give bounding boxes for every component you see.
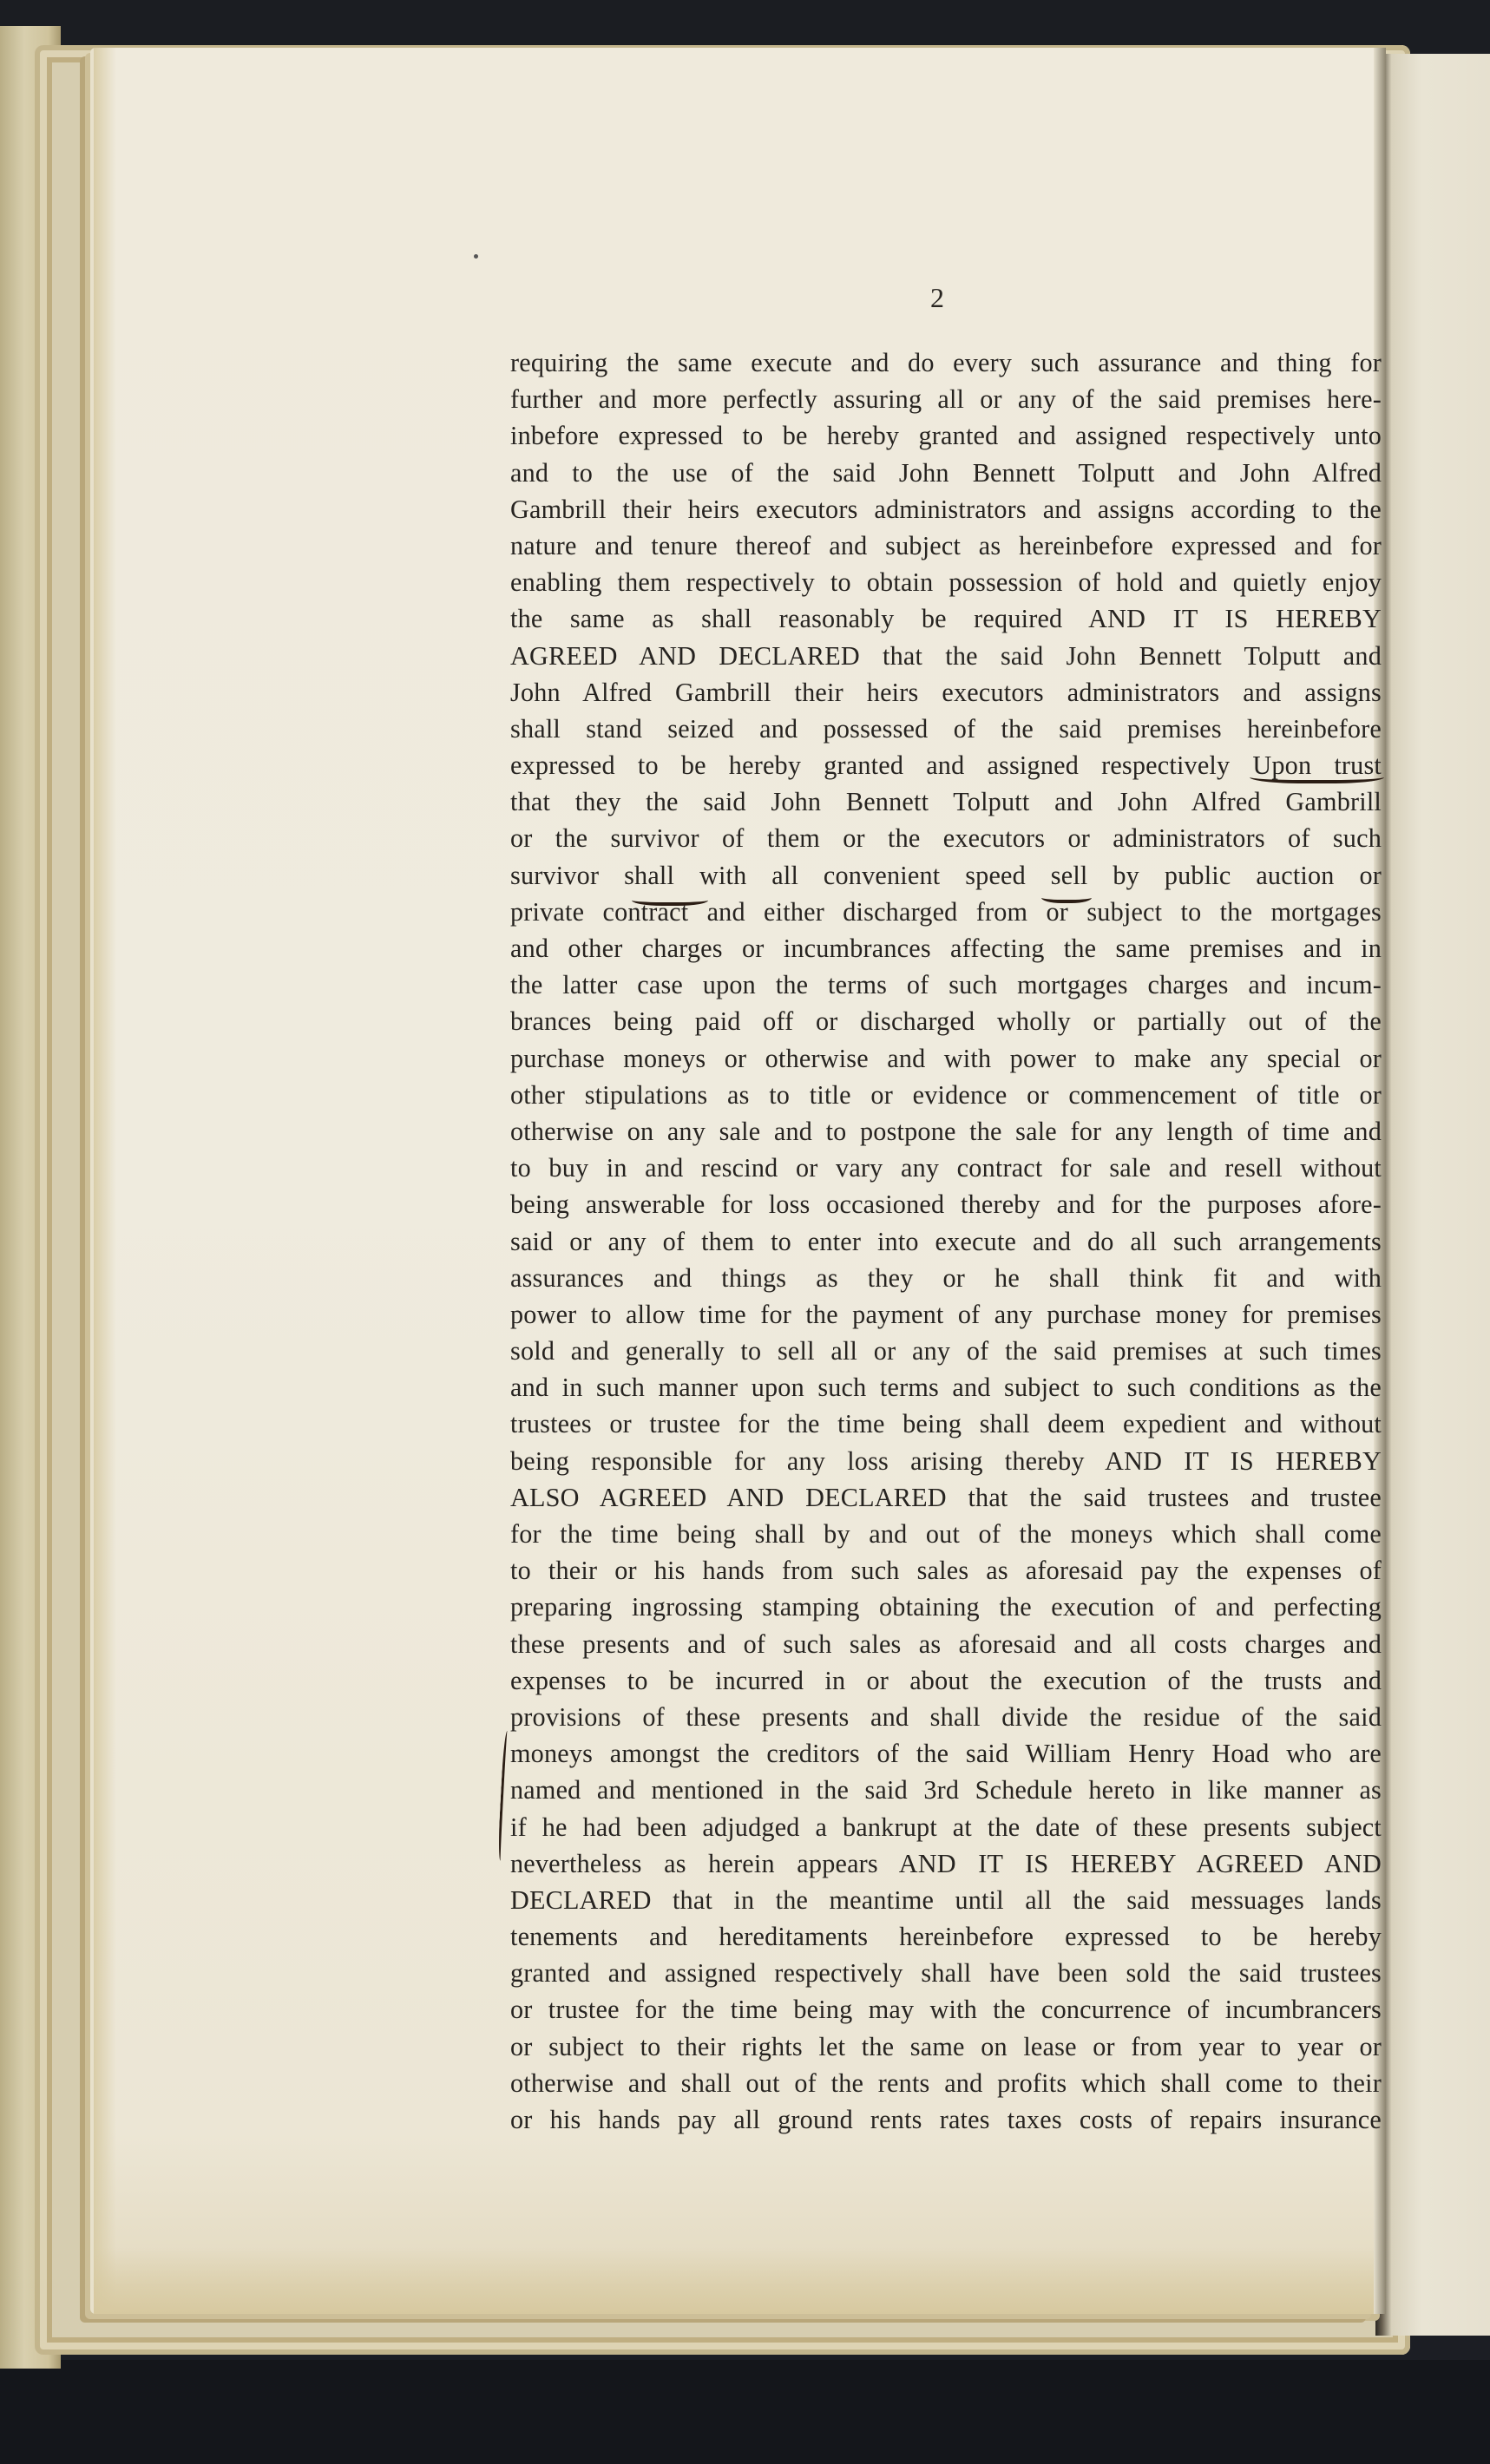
deed-text <box>510 344 1382 2140</box>
text-line: for the time being shall by and out of the moneys which shall come <box>510 1519 1382 1549</box>
text-line: or trustee for the time being may with the concurrence of incumbrancers <box>510 1995 1382 2025</box>
text-line: that they the said John Bennett Tolputt and John Alfred Gambrill <box>510 787 1382 817</box>
text-line: tenements and hereditaments hereinbefore expressed to be hereby <box>510 1922 1382 1952</box>
page-foxing-bottom <box>94 2247 1380 2314</box>
text-line: survivor shall with all convenient speed sell by public auction or <box>510 860 1382 890</box>
text-line: if he had been adjudged a bankrupt at the date of these presents subject <box>510 1812 1382 1842</box>
text-line: AGREED AND DECLARED that the said John Bennett Tolputt and <box>510 640 1382 671</box>
text-line: nature and tenure thereof and subject as hereinbefore expressed and for <box>510 530 1382 560</box>
text-line: expenses to be incurred in or about the execution of the trusts and <box>510 1665 1382 1695</box>
text-line: brances being paid off or discharged wholly or partially out of the <box>510 1006 1382 1037</box>
binding-bottom <box>0 2360 1490 2464</box>
page-number: 2 <box>930 282 944 313</box>
text-line: enabling them respectively to obtain possession of hold and quietly enjoy <box>510 567 1382 598</box>
text-line: named and mentioned in the said 3rd Schedule hereto in like manner as <box>510 1775 1382 1805</box>
text-line: preparing ingrossing stamping obtaining the execution of and perfecting <box>510 1592 1382 1622</box>
text-line: being answerable for loss occasioned thereby and for the purposes afore- <box>510 1189 1382 1220</box>
ink-underline-shall <box>632 892 708 906</box>
ink-underline-upon-trust <box>1250 768 1384 783</box>
text-line: to their or his hands from such sales as aforesaid pay the expenses of <box>510 1556 1382 1586</box>
text-line: ALSO AGREED AND DECLARED that the said trustees and trustee <box>510 1482 1382 1512</box>
text-line: and to the use of the said John Bennett Tolputt and John Alfred <box>510 457 1382 488</box>
text-line: or the survivor of them or the executors or administrators of such <box>510 823 1382 854</box>
text-line: inbefore expressed to be hereby granted and assigned respectively unto <box>510 421 1382 451</box>
text-line: shall stand seized and possessed of the said premises hereinbefore <box>510 713 1382 744</box>
facing-page <box>1375 54 1490 2336</box>
text-line: power to allow time for the payment of any purchase money for premises <box>510 1299 1382 1329</box>
text-line: or subject to their rights let the same on lease or from year to year or <box>510 2031 1382 2061</box>
text-line: these presents and of such sales as aforesaid and all costs charges and <box>510 1628 1382 1659</box>
text-line: requiring the same execute and do every such assurance and thing for <box>510 348 1382 377</box>
text-line: John Alfred Gambrill their heirs executors administrators and assigns <box>510 677 1382 707</box>
text-line: private contract and either discharged from or subject to the mortgages <box>510 896 1382 927</box>
text-line: granted and assigned respectively shall have been sold the said trustees <box>510 1958 1382 1989</box>
text-line: trustees or trustee for the time being shall deem expedient and without <box>510 1409 1382 1439</box>
text-line: sold and generally to sell all or any of the said premises at such times <box>510 1336 1382 1366</box>
text-line: nevertheless as herein appears AND IT IS HEREBY AGREED AND <box>510 1848 1382 1878</box>
text-line: otherwise on any sale and to postpone the sale for any length of time and <box>510 1116 1382 1146</box>
text-line: other stipulations as to title or evidence or commencement of title or <box>510 1079 1382 1110</box>
text-line: said or any of them to enter into execute and do all such arrangements <box>510 1226 1382 1256</box>
text-line: and other charges or incumbrances affecting the same premises and in <box>510 934 1382 963</box>
text-line: DECLARED that in the meantime until all the said messuages lands <box>510 1884 1382 1915</box>
ink-underline-sell <box>1041 889 1092 903</box>
text-line: provisions of these presents and shall divide the residue of the said <box>510 1701 1382 1732</box>
text-line: purchase moneys or otherwise and with power to make any special or <box>510 1043 1382 1073</box>
text-line: the latter case upon the terms of such mortgages charges and incum- <box>510 970 1382 1000</box>
text-line: moneys amongst the creditors of the said William Henry Hoad who are <box>510 1739 1382 1769</box>
ink-speck <box>474 254 478 259</box>
text-line: to buy in and rescind or vary any contract for sale and resell without <box>510 1153 1382 1183</box>
page-foxing-left <box>94 48 116 2314</box>
text-line: Gambrill their heirs executors administrators and assigns according to the <box>510 494 1382 524</box>
text-line: or his hands pay all ground rents rates taxes costs of repairs insurance <box>510 2105 1382 2134</box>
text-line: the same as shall reasonably be required AND IT IS HEREBY <box>510 604 1382 634</box>
text-line: and in such manner upon such terms and subject to such conditions as the <box>510 1373 1382 1403</box>
text-line: expressed to be hereby granted and assigned respectively Upon trust <box>510 750 1382 781</box>
text-line: assurances and things as they or he shall think fit and with <box>510 1262 1382 1293</box>
binding-top <box>0 0 1490 52</box>
text-line: further and more perfectly assuring all or any of the said premises here- <box>510 384 1382 415</box>
text-line: otherwise and shall out of the rents and profits which shall come to their <box>510 2068 1382 2098</box>
text-line: being responsible for any loss arising thereby AND IT IS HEREBY <box>510 1445 1382 1476</box>
